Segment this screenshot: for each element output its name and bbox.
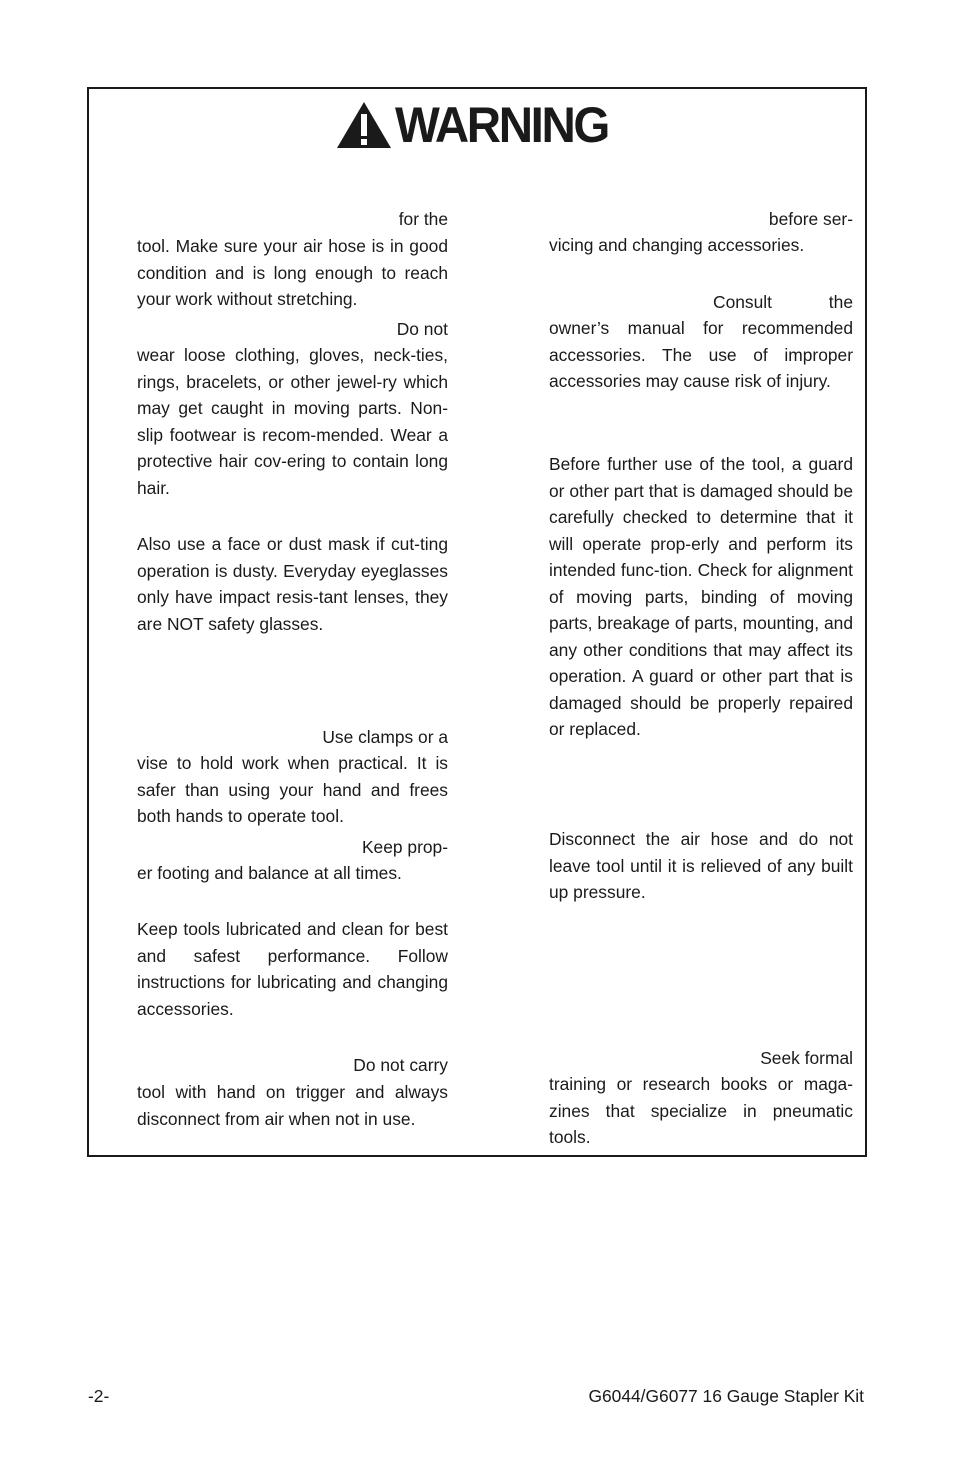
paragraph: training or research books or maga-zines that specialize in pneumatic tools. xyxy=(549,1074,853,1147)
page-number: -2- xyxy=(88,1386,110,1406)
paragraph: Keep tools lubricated and clean for best and safest performance. Follow instructions for lubricating and changing accessories. xyxy=(137,919,448,1019)
warning-title: WARNING xyxy=(394,97,608,153)
product-name: G6044/G6077 16 Gauge Stapler Kit xyxy=(588,1386,864,1406)
paragraph: Also use a face or dust mask if cut-ting operation is dusty. Everyday eyeglasses only have impact resis-tant lenses, they are NOT safety glasses. xyxy=(137,534,448,634)
paragraph: Use clamps or a xyxy=(322,727,448,747)
paragraph: tool with hand on trigger and always disconnect from air when not in use. xyxy=(137,1082,448,1129)
paragraph: Consult the xyxy=(713,292,853,312)
warning-box xyxy=(87,87,867,1157)
paragraph: Do not xyxy=(396,319,448,339)
paragraph: Seek formal xyxy=(760,1048,853,1068)
warning-header xyxy=(89,94,865,156)
paragraph: er footing and balance at all times. xyxy=(137,863,402,883)
paragraph: vise to hold work when practical. It is safer than using your hand and frees both hands to operate tool. xyxy=(137,753,448,826)
paragraph: tool. Make sure your air hose is in good condition and is long enough to reach your work without stretching. xyxy=(137,236,448,309)
paragraph: for the xyxy=(398,209,448,229)
paragraph: vicing and changing accessories. xyxy=(549,235,805,255)
paragraph: owner’s manual for recommended accessories. The use of improper accessories may cause risk of injury. xyxy=(549,318,853,391)
paragraph: before ser- xyxy=(768,209,853,229)
paragraph: wear loose clothing, gloves, neck-ties, rings, bracelets, or other jewel-ry which may get caught in moving parts. Non-slip footwear is recom-mended. Wear a protective hair cov-ering to contain long hair. xyxy=(137,345,448,498)
paragraph: Do not carry xyxy=(353,1055,448,1075)
paragraph: Keep prop- xyxy=(361,837,448,857)
warning-triangle-icon xyxy=(335,100,393,150)
paragraph: Disconnect the air hose and do not leave tool until it is relieved of any built up pressure. xyxy=(549,829,853,902)
paragraph: Before further use of the tool, a guard or other part that is damaged should be carefully checked to determine that it will operate prop-erly and perform its intended func-tion. Check for alignment of moving parts, binding of moving parts, breakage of parts, mounting, and any other conditions that may affect its operation. A guard or other part that is damaged should be properly repaired or replaced. xyxy=(549,454,853,739)
